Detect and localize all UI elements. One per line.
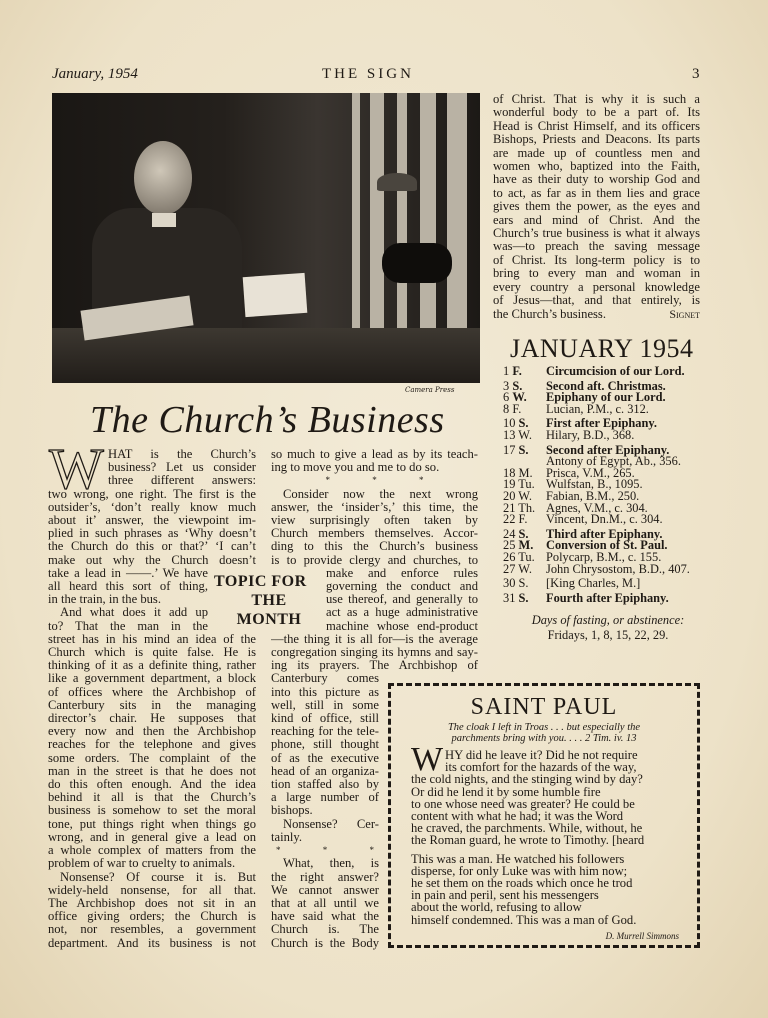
poem-line: to one whose need was greater? He could be [411,796,635,811]
text-line: a large number of [271,791,379,805]
text-line: tainly. [271,830,303,844]
text-line: are made up of countless men and [493,146,700,160]
calendar-observance: Third after Epiphany. [546,526,663,541]
text-line: HAT is the Church’s [108,448,256,461]
page-number: 3 [692,66,700,82]
article-signature: Signet [669,306,700,321]
text-line: wonderful body to be a part of. Its [493,106,700,120]
calendar-date: 13 W. [503,427,532,442]
text-line: tone, put things right when things go [48,817,256,831]
calendar-observance: [King Charles, M.] [546,576,641,591]
issue-date: January, 1954 [52,66,138,82]
calendar-observance: Second after Epiphany. Antony of Egypt, Ab., 356. [546,445,718,468]
text-line: use thereof, and generally to [326,593,478,607]
poem-line: Or did he lend it by some humble fire [411,784,601,799]
poem-epigraph [411,722,677,744]
text-line: of Christ. That is why it is such a [493,93,700,106]
calendar-observance: Wulfstan, B., 1095. [546,477,643,492]
epigraph-line: The cloak I left in Troas . . . but especially the [447,722,641,733]
calendar-observance: First after Epiphany. [546,416,657,431]
publication-title: THE SIGN [322,66,414,82]
calendar-observance: Second aft. Christmas. [546,378,666,393]
text-line: Bishops, Priests and Deacons. Its parts [493,133,700,147]
text-line: have as their duty to worship God and [493,173,700,187]
text-line: not, nor resembles, a government [48,923,256,937]
poem-line: he set them on the roads which once he trod [411,876,633,891]
fasting-days [503,613,713,643]
text-line: two wrong, one right. The first is the [48,487,256,501]
text-line: have said what the [271,910,379,924]
text-line: behind it all is that the Church’s [48,791,256,805]
text-line: What, then, is [283,857,379,871]
text-line: of Christ. Its long-term policy is to [493,253,700,267]
calendar-observance: Polycarp, B.M., c. 155. [546,549,662,564]
calendar-observance: Agnes, V.M., c. 304. [546,500,648,515]
photo-credit: Camera Press [405,386,455,394]
topic-line: TOPIC FOR [214,573,307,590]
calendar-entry [503,578,718,590]
calendar-observance: Conversion of St. Paul. [546,538,668,553]
text-line: Canterbury comes [271,672,379,686]
poem-line: about the world, refusing to allow [411,900,582,915]
text-line: head of an organiza- [271,764,379,778]
calendar-date: 26 Tu. [503,549,535,564]
calendar-entry [503,561,718,576]
text-line: reaches for the telephone and gives [48,738,256,752]
text-line: widely-held nonsense, for all that. [48,883,256,897]
text-line: so much to give a lead as by its teach- [271,448,478,461]
text-line: women who, baptized into the Faith, [493,160,700,174]
poem-line: its comfort for the hazards of the way, [445,760,637,775]
text-line: the Church’s business. [493,307,606,321]
calendar-list [503,366,718,604]
text-line: three different answers: [108,474,256,488]
text-line: was—to preach the saving message [493,240,700,254]
calendar-entry [503,401,718,416]
text-line: of Jesus—that, and that entirely, is [493,294,700,308]
text-line: into this picture as [271,685,379,699]
poem-line: he craved, the parchments. While, without, he [411,821,643,836]
text-line: the right answer? [271,870,379,884]
text-line: * * * [325,475,424,486]
calendar-date: 17 S. [503,442,529,457]
calendar-section [503,366,718,643]
text-line: Head is Christ Himself, and its officers [493,119,700,133]
text-line: that at all until we [271,896,379,910]
poem-author: D. Murrell Simmons [605,931,679,941]
text-line: ing to move you and me to do so. [271,461,440,475]
calendar-entry [503,514,718,526]
calendar-date: 22 F. [503,512,528,527]
calendar-entry [503,366,718,378]
poem-line: HY did he leave it? Did he not require [445,748,638,762]
calendar-date: 25 M. [503,538,534,553]
text-line: view surprisingly often taken by [271,514,478,528]
text-line: director’s chair. He supposes that [48,712,256,726]
text-line: every country a personal knowledge [493,280,700,294]
text-line: bring to every man and woman in [493,267,700,281]
text-line: We cannot answer [271,883,379,897]
text-line: street has in his mind an idea of the [48,632,256,646]
text-line: Church’s true business is what it always [493,227,700,241]
text-line: Church which is quite false. He is [48,646,256,660]
article-column-3 [493,93,700,324]
calendar-date: 24 S. [503,526,529,541]
text-line: * * * [276,845,374,856]
text-line: make out why the Church doesn’t [48,553,256,567]
text-line: take a lead in ——.’ We have [48,566,208,580]
poem-line: the cold nights, and the stinging wind by day? [411,772,643,787]
calendar-date: 21 Th. [503,500,536,515]
text-line: Church is the Body [271,936,379,950]
calendar-observance: Prisca, V.M., 265. [546,465,635,480]
text-line: And what does it add up [60,606,208,620]
text-line: about it’ answer, the viewpoint im- [48,514,256,528]
text-line: of offices where the Archbishop of [48,685,256,699]
poem-line: disperse, for only Luke was with him now; [411,863,628,878]
text-line: wrong, and in general give a lead on [48,830,256,844]
text-line: Nonsense? Of course it is. But [60,870,256,884]
poem-body [411,749,644,926]
calendar-date: 8 F. [503,401,522,416]
fasting-label: Days of fasting, or abstinence: [531,613,685,628]
saint-paul-poem-box [388,683,700,948]
text-line: is to provide clergy and churches, to [271,553,478,567]
text-line: all heard this sort of thing, [48,580,208,594]
poem-drop-cap: W [411,741,444,778]
calendar-observance: Fabian, B.M., 250. [546,488,640,503]
calendar-date: 3 S. [503,378,523,393]
calendar-date: 19 Tu. [503,477,535,492]
calendar-observance: Vincent, Dn.M., c. 304. [546,512,663,527]
text-line: The Archbishop does not sit in an [48,896,256,910]
poem-line: himself condemned. This was a man of God. [411,912,637,927]
text-line: answer, the ‘insider’s,’ this time, the [271,500,478,514]
poem-line: This was a man. He watched his followers [411,851,625,866]
text-line: make and enforce rules [326,566,478,580]
calendar-date: 10 S. [503,416,529,431]
text-line: Church members themselves. Accor- [271,527,478,541]
text-line: —the thing it is all for—is the average [271,632,478,646]
text-line: act as a huge administrative [326,606,478,620]
fasting-dates: Fridays, 1, 8, 15, 22, 29. [547,628,669,643]
text-line: business? Let us consider [108,461,256,475]
archbishop-photo [52,93,480,383]
text-line: tion staffed also by [271,778,379,792]
text-line: bishops. [271,804,313,818]
article-column-1 [48,448,256,950]
text-line: well, still in some [271,698,379,712]
text-line: reaching for the tele- [271,725,379,739]
text-line: Nonsense? Cer- [283,817,379,831]
calendar-observance: John Chrysostom, B.D., 407. [546,561,690,576]
calendar-entry [503,427,718,442]
calendar-date: 18 M. [503,465,533,480]
text-line: ears and mind of Christ. And the [493,213,700,227]
text-line: in the train, in the bus. [48,593,161,607]
text-line: like a government department, a block [48,672,256,686]
text-line: Consider now the next wrong [283,487,478,501]
text-line: Canterbury sits in the managing [48,698,256,712]
drop-cap: W [49,436,104,501]
text-line: governing the conduct and [326,580,478,594]
text-line: some orders. The complaint of the [48,751,256,765]
calendar-observance: Fourth after Epiphany. [546,590,669,605]
text-line: plied in such phrases as ‘Why doesn’t [48,527,256,541]
calendar-sub-observance: Antony of Egypt, Ab., 356. [546,454,681,469]
topic-line: MONTH [236,611,302,628]
article-title: The Church’s Business [90,399,445,441]
epigraph-line: parchments bring with you. . . . 2 Tim. iv. 13 [451,733,637,744]
calendar-title: JANUARY 1954 [510,334,694,363]
calendar-observance: Hilary, B.D., 368. [546,427,635,442]
topic-line: THE [251,592,287,609]
topic-for-the-month-label [214,572,324,629]
calendar-observance: Lucian, P.M., c. 312. [546,401,649,416]
text-line: machine whose end-product [326,619,478,633]
text-line: problem of war to cruelty to animals. [48,857,236,871]
text-line: congregation singing its hymns and say- [271,646,478,660]
calendar-observance: Epiphany of our Lord. [546,390,666,405]
text-line: office giving orders; the Church is [48,910,256,924]
text-line: ding to this the Church’s business [271,540,478,554]
text-line: kind of office, still [271,712,379,726]
text-line: business is somehow to set the moral [48,804,256,818]
text-line: outsider’s, ‘don’t really know much [48,500,256,514]
poem-line: the Roman guard, he wrote to Timothy. [heard [411,833,645,848]
poem-line: content with what he had; it was the Word [411,809,624,824]
calendar-date: 31 S. [503,590,529,605]
text-line: man in the street is that he does not [48,764,256,778]
text-line: phone, still thought [271,738,379,752]
text-line: the Church do this or that?’ ‘I can’t [48,540,256,554]
text-line: to act, as far as in them lies and grace [493,186,700,200]
text-line: to? That the man in the [48,619,208,633]
text-line: department. And its business is not [48,936,256,950]
text-line: every now and then the Archbishop [48,725,256,739]
text-line: of as the executive [271,751,379,765]
calendar-date: 20 W. [503,488,532,503]
text-line: do this often enough. And the idea [48,778,256,792]
calendar-date: 30 S. [503,576,529,591]
calendar-entry [503,590,718,605]
poem-line: in pain and peril, sent his messengers [411,888,599,903]
text-line: a whole complex of matters from the [48,844,256,858]
calendar-date: 27 W. [503,561,532,576]
text-line: gives them the power, as the eyes and [493,200,700,214]
calendar-observance: Circumcision of our Lord. [546,364,685,378]
poem-title: SAINT PAUL [470,694,618,720]
text-line: Church is. The [271,923,379,937]
text-line: ing its prayers. The Archbishop of [271,659,478,673]
calendar-date: 1 F. [503,364,522,378]
calendar-date: 6 W. [503,390,527,405]
text-line: thinking of it as a definite thing, rather [48,659,256,673]
calendar-entry [503,442,718,469]
